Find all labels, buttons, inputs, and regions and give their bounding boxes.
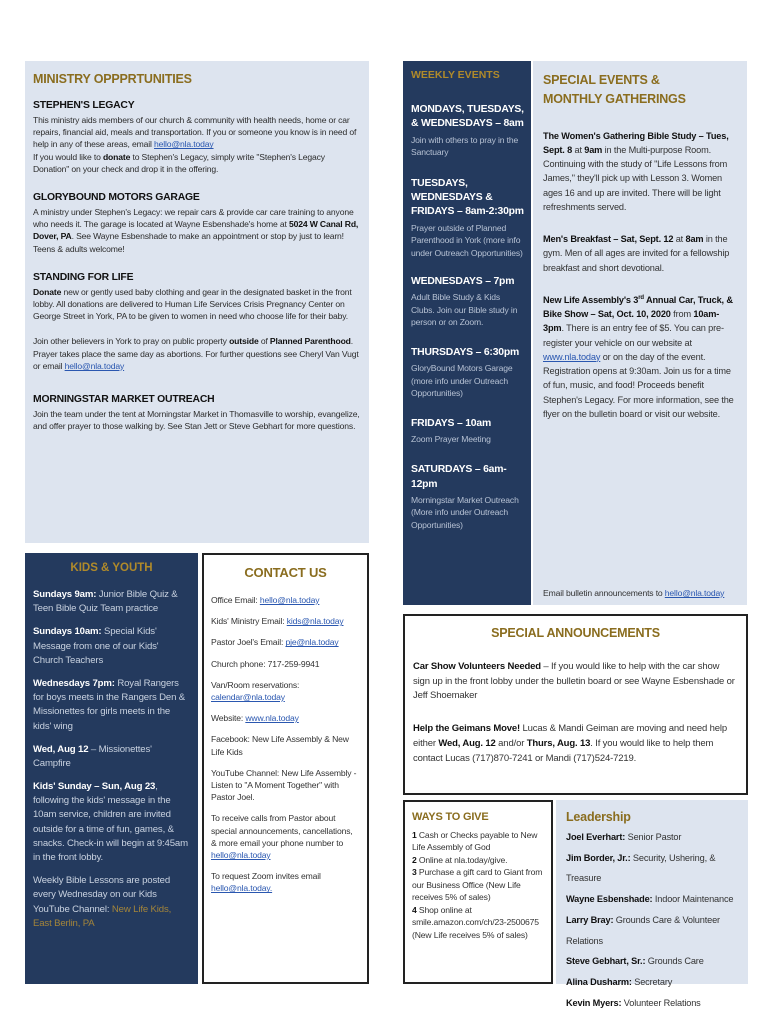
weekly-event-item: FRIDAYS – 10am Zoom Prayer Meeting — [411, 417, 491, 444]
church-phone: Church phone: 717-259-9941 — [211, 658, 320, 669]
leader-row: Steve Gebhart, Sr.: Grounds Care — [566, 956, 704, 967]
kids-youtube-link[interactable]: New Life Kids, East Berlin, PA — [33, 903, 172, 929]
give-option: 3 Purchase a gift card to Giant from our Business Office (New Life receives 5% of sales) — [412, 867, 543, 903]
give-option: 4 Shop online at smile.amazon.com/ch/23-2500675 (New Life receives 5% of sales) — [412, 904, 539, 940]
kids-youtube-text: Weekly Bible Lessons are posted every Wednesday on our Kids YouTube Channel: New Life Kids, East Berlin, PA — [33, 875, 172, 929]
weekly-event-item: SATURDAYS – 6am-12pm Morningstar Market Outreach (More info under Outreach Opportunities) — [411, 464, 519, 530]
weekly-event-item: WEDNESDAYS – 7pm Adult Bible Study & Kids Clubs. Join our Bible study in person or on Zoom. — [411, 276, 518, 328]
garage-text: A ministry under Stephen's Legacy: we repair cars & provide car care training to anyone who needs it. The garage is located at Wayne Esbenshade's home at 5024 W Canal Rd, Dover, PA. See Wayne Esbenshade to make an appointment or stop by just to learn! Teens & adults welcome! — [33, 207, 359, 254]
leader-row: Joel Everhart: Senior Pastor — [566, 832, 682, 842]
morningstar-heading: MORNINGSTAR MARKET OUTREACH — [33, 394, 215, 406]
stephens-legacy-text: This ministry aids members of our church & community with health needs, home or car repairs, financial aid, meals and transportation. If you or someone you know is in need of help in any of these areas, email hello@nla.today — [33, 115, 357, 150]
geimans-move-text: Help the Geimans Move! Lucas & Mandi Geiman are moving and need help either Wed, Aug. 12 and/or Thurs, Aug. 13. If you would like to help them contact Lucas (717)870-7241 or Mandi (717)524-7219. — [413, 723, 728, 764]
website-link[interactable]: www.nla.today — [543, 351, 601, 362]
bulletin-email-link[interactable]: hello@nla.today — [664, 588, 725, 598]
standing-email-link[interactable]: hello@nla.today — [64, 360, 125, 371]
standing-donate-text: Donate new or gently used baby clothing and gear in the designated basket in the front lobby. All donations are delivered to Human Life Services Crisis Pregnancy Center on George Street in York, PA to be given to women in need who choose life for their baby. — [33, 286, 352, 322]
womens-gathering-text: The Women's Gathering Bible Study – Tues, Sept. 8 at 9am in the Multi-purpose Room. Continuing with the study of "Life Lessons from James," they'll pick up with Lesson 3. Women ages 16 and up are invited. There will be light refreshments served. — [543, 130, 729, 212]
bulletin-footer: Email bulletin announcements to hello@nla.today — [543, 588, 725, 598]
kids-youth-panel — [25, 553, 198, 984]
kids-item: Wed, Aug 12 – Missionettes' Campfire — [33, 743, 152, 769]
van-reservations: Van/Room reservations: calendar@nla.today — [211, 679, 300, 703]
calls-email-link[interactable]: hello@nla.today — [211, 850, 271, 861]
weekly-events-title: WEEKLY EVENTS — [411, 69, 500, 81]
ways-to-give-title: WAYS TO GIVE — [412, 811, 489, 823]
standing-for-life-heading: STANDING FOR LIFE — [33, 271, 134, 283]
ways-to-give-panel — [403, 800, 553, 984]
zoom-invites: To request Zoom invites email hello@nla.today. — [211, 871, 321, 894]
office-email: Office Email: hello@nla.today — [211, 595, 320, 605]
special-announcements-title: SPECIAL ANNOUNCEMENTS — [491, 626, 660, 640]
youtube-channel: YouTube Channel: New Life Assembly - Listen to "A Moment Together" with Pastor Joel. — [211, 767, 357, 803]
kids-item: Kids' Sunday – Sun, Aug 23, following the kids' message in the 10am service, children are invited outside for a time of fun, games, & snacks. Check-in will begin at 9:45am in the front lobby. — [33, 781, 188, 863]
leader-row: Kevin Myers: Volunteer Relations — [566, 997, 701, 1008]
leadership-title: Leadership — [566, 810, 631, 824]
special-announcements-panel — [403, 614, 748, 795]
contact-website-link[interactable]: www.nla.today — [245, 713, 299, 724]
kids-email-link[interactable]: kids@nla.today — [286, 616, 344, 627]
contact-us-panel — [202, 553, 369, 984]
weekly-events-panel — [403, 61, 531, 605]
leader-row: Alina Dusharm: Secretary — [566, 976, 673, 987]
website: Website: www.nla.today — [211, 713, 299, 724]
office-email-link[interactable]: hello@nla.today — [259, 595, 320, 605]
garage-heading: GLORYBOUND MOTORS GARAGE — [33, 192, 200, 204]
ministry-title: MINISTRY OPPPRTUNITIES — [33, 72, 192, 86]
pastor-email: Pastor Joel's Email: pje@nla.today — [211, 637, 339, 648]
leader-row: Larry Bray: Grounds Care & Volunteer Relations — [566, 914, 720, 946]
zoom-email-link[interactable]: hello@nla.today. — [211, 883, 273, 894]
stephens-email-link[interactable]: hello@nla.today — [154, 139, 214, 150]
calendar-email-link[interactable]: calendar@nla.today — [211, 692, 285, 703]
weekly-event-item: MONDAYS, TUESDAYS, & WEDNESDAYS – 8am Join with others to pray in the Sanctuary — [411, 104, 524, 158]
kids-item: Sundays 9am: Junior Bible Quiz & Teen Bible Quiz Team practice — [33, 589, 178, 615]
car-show-text: New Life Assembly's 3rd Annual Car, Truck, & Bike Show – Sat, Oct. 10, 2020 from 10am-3pm. There is an entry fee of $5. You can pre-register your vehicle on our website at www.nla.today or on the day of the event. Registration opens at 9:30am. Join us for a time of fun, music, and food! Proceeds benefit Stephen's Legacy. For more information, see the flyer on the bulletin board or visit our website. — [543, 294, 734, 419]
kids-ministry-email: Kids' Ministry Email: kids@nla.today — [211, 616, 344, 627]
give-option: 2 Online at nla.today/give. — [412, 854, 508, 865]
facebook: Facebook: New Life Assembly & New Life Kids — [211, 734, 349, 757]
ministry-opportunities-panel — [25, 61, 369, 543]
pastor-email-link[interactable]: pje@nla.today — [285, 637, 339, 648]
give-option: 1 Cash or Checks payable to New Life Assembly of God — [412, 830, 538, 853]
kids-youth-title: KIDS & YOUTH — [70, 562, 153, 574]
leader-row: Jim Border, Jr.: Security, Ushering, & Treasure — [566, 852, 716, 884]
car-show-volunteers-text: Car Show Volunteers Needed – If you would like to help with the car show sign up in the front lobby under the bulletin board or see Wayne Esbenshade or Jeff Shoemaker — [413, 661, 735, 702]
contact-us-title: CONTACT US — [244, 565, 327, 580]
weekly-event-item: TUESDAYS, WEDNESDAYS & FRIDAYS – 8am-2:30pm Prayer outside of Planned Parenthood in York (more info under Outreach Opportunities) — [411, 177, 524, 258]
pastor-calls: To receive calls from Pastor about special announcements, cancellations, & more email your phone number to hello@nla.today — [211, 813, 353, 861]
special-events-panel — [533, 61, 747, 605]
kids-item: Sundays 10am: Special Kids' Message from one of our Kids' Church Teachers — [33, 626, 159, 666]
special-events-title: SPECIAL EVENTS & MONTHLY GATHERINGS — [543, 73, 686, 106]
standing-prayer-text: Join other believers in York to pray on public property outside of Planned Parenthood. Prayer takes place the same day as abortions. For further questions see Cheryl Van Vugt or email hello@nla.today — [33, 336, 359, 371]
stephens-legacy-heading: STEPHEN'S LEGACY — [33, 100, 135, 111]
mens-breakfast-text: Men's Breakfast – Sat, Sept. 12 at 8am in the gym. Men of all ages are invited for a fellowship breakfast and short devotional. — [543, 234, 730, 273]
stephens-donate-text: If you would like to donate to Stephen's Legacy, simply write "Stephen's Legacy Donation" on your check and drop it in the offering. — [33, 151, 325, 174]
leadership-panel — [556, 800, 748, 1008]
kids-item: Wednesdays 7pm: Royal Rangers for boys meets in the Rangers Den & Missionettes for girls meets in the kids' wing — [33, 677, 186, 732]
leader-row: Wayne Esbenshade: Indoor Maintenance — [566, 894, 734, 905]
morningstar-text: Join the team under the tent at Morningstar Market in Thomasville to worship, evangelize, and offer prayer to those walking by. See Stan Jett or Steve Gebhart for more questions. — [33, 409, 360, 432]
weekly-event-item: THURSDAYS – 6:30pm GloryBound Motors Garage (more info under Outreach Opportunities) — [411, 346, 520, 399]
